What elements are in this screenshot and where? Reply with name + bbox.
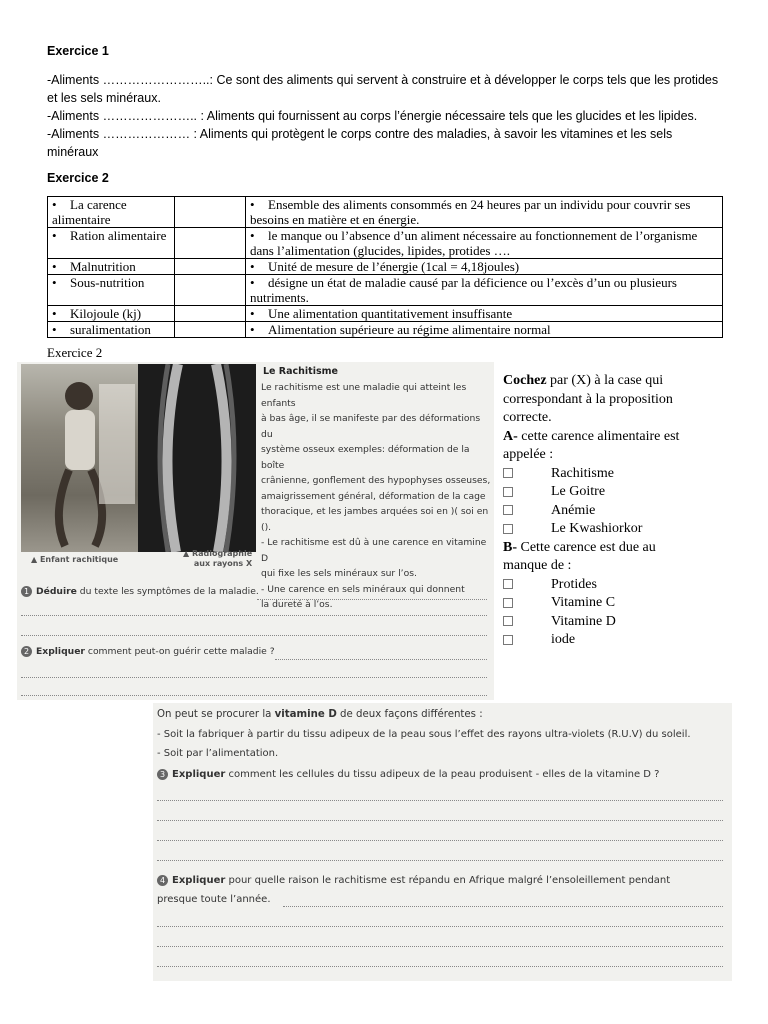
question-number-badge: 1 [21,586,32,597]
question-b-text: manque de : [503,558,572,573]
answer-blank[interactable] [175,197,246,228]
question-text: pour quelle raison le rachitisme est répandu en Afrique malgré l’ensoleillement pendant [225,875,671,886]
question-number-badge: 2 [21,646,32,657]
answer-line[interactable] [21,676,487,678]
document-line: qui fixe les sels minéraux sur l’os. [261,568,417,579]
vitamin-d-term: vitamine D [274,709,337,720]
question-a-text: appelée : [503,447,554,462]
exercise2-title: Exercice 2 [47,171,109,185]
option-b-2: Vitamine C [503,594,743,613]
answer-blank[interactable] [175,228,246,259]
answer-blank[interactable] [175,306,246,322]
term-cell: Sous-nutrition [70,275,145,290]
answer-blank[interactable] [175,259,246,275]
quiz-intro-bold: Cochez [503,373,547,388]
question-text: comment peut-on guérir cette maladie ? [84,646,275,657]
quiz-intro: correspondant à la proposition [503,391,673,407]
answer-line[interactable] [157,945,723,947]
question-text: presque toute l’année. [157,894,271,905]
answer-blank[interactable] [175,275,246,306]
term-cell: Ration alimentaire [70,228,167,243]
option-a-3: Anémie [503,502,743,521]
answer-line[interactable] [21,614,487,616]
child-figure-icon [21,364,142,552]
document-line: thoracique, et les jambes arquées soi en )( soi en (). [261,506,489,533]
answer-line[interactable] [21,634,487,636]
term-cell: Kilojoule (kj) [70,306,142,321]
table-row: • Malnutrition • Unité de mesure de l’énergie (1cal = 4,18joules) [48,259,723,275]
document-line: système osseux exemples: déformation de la boîte [261,444,470,471]
table-row: • suralimentation • Alimentation supérieure au régime alimentaire normal [48,322,723,338]
child-caption: Enfant rachitique [39,555,119,564]
exercise1-line: et les sels minéraux. [47,91,161,105]
option-a-4: Le Kwashiorkor [503,520,743,539]
rachitic-child-photo [21,364,142,552]
exercise1-title: Exercice 1 [47,44,109,58]
question-verb: Expliquer [172,875,226,886]
table-row: • Sous-nutrition • désigne un état de maladie causé par la déficience ou l’excès d’un ou plusieurs nutriments. [48,275,723,306]
question-verb: Déduire [36,586,77,597]
definition-cell: Ensemble des aliments consommés en 24 heures par un individu pour couvrir ses besoins en matière et en énergie. [250,197,691,227]
question-a-label: A- [503,428,518,444]
question-1 [21,584,259,600]
answer-line[interactable] [157,965,723,967]
document-line: amaigrissement général, déformation de la cage [261,490,486,502]
checkbox[interactable] [503,598,513,608]
exercise1-line: -Aliments ………………….. : Aliments qui fournissent au corps l’énergie nécessaire tels que les glucides et les lipides. [47,109,698,123]
checkbox[interactable] [503,616,513,626]
table-row: • Ration alimentaire • le manque ou l’absence d’un aliment nécessaire au fonctionnement de l’organisme dans l’alimentation (glucides, lipides, protides …. [48,228,723,259]
triangle-icon: ▲ [31,555,40,564]
table-row: • La carence alimentaire • Ensemble des aliments consommés en 24 heures par un individu pour couvrir ses besoins en matière et en énergie. [48,197,723,228]
checkbox[interactable] [503,468,513,478]
definition-cell: Alimentation supérieure au régime alimentaire normal [268,322,551,337]
vitamin-d-document [153,703,732,981]
exercise1-line: -Aliments ……………………..: Ce sont des aliments qui servent à construire et à développer le corps tels que les protides [47,73,719,87]
checkbox[interactable] [503,524,513,534]
checkbox[interactable] [503,635,513,645]
quiz-intro: correcte. [503,410,552,425]
question-verb: Expliquer [172,769,226,780]
definition-cell: le manque ou l’absence d’un aliment nécessaire au fonctionnement de l’organisme dans l’alimentation (glucides, lipides, protides …. [250,228,698,258]
answer-line[interactable] [157,859,723,861]
question-text: du texte les symptômes de la maladie. [76,586,259,597]
question-b-label: B- [503,539,517,555]
triangle-icon: ▲ [183,549,192,558]
question-number-badge: 3 [157,769,168,780]
definition-cell: Une alimentation quantitativement insuffisante [268,306,513,321]
answer-blank[interactable] [175,322,246,338]
checkbox[interactable] [503,505,513,515]
quiz-intro: par (X) à la case qui [546,373,664,388]
exercise3-title: Exercice 2 [47,345,103,360]
vitamin-intro: On peut se procurer la vitamine D de deux façons différentes : [157,709,483,720]
document-line: crânienne, gonflement des hypophyses osseuses, [261,475,491,486]
exercise1-item-builders [47,71,727,161]
option-a-1: Rachitisme [503,465,743,484]
question-verb: Expliquer [36,646,85,657]
answer-line[interactable] [283,905,723,907]
question-text: comment les cellules du tissu adipeux de la peau produisent - elles de la vitamine D ? [225,769,660,780]
answer-line[interactable] [157,799,723,801]
vitamin-way-2: - Soit par l’alimentation. [157,748,279,759]
checkbox[interactable] [503,579,513,589]
matching-table [47,196,723,338]
rickets-document [17,362,494,700]
table-row: • Kilojoule (kj) • Une alimentation quantitativement insuffisante [48,306,723,322]
document-line: - Le rachitisme est dû à une carence en vitamine D [261,537,487,564]
document-body [261,380,493,613]
definition-cell: désigne un état de maladie causé par la déficience ou l’excès d’un ou plusieurs nutriments. [250,275,677,305]
answer-line[interactable] [275,658,487,660]
document-line: Le rachitisme est une maladie qui atteint les enfants [261,382,467,409]
term-cell: suralimentation [70,322,151,337]
question-2 [21,644,275,660]
checkbox-quiz [503,372,743,650]
exercise1-line: -Aliments ………………… : Aliments qui protègent le corps contre des maladies, à savoir les vitamines et les sels [47,127,673,141]
answer-line[interactable] [257,598,487,600]
term-cell: Malnutrition [70,259,136,274]
xray-image [138,364,256,552]
xray-caption-2: aux rayons X [193,559,253,568]
exercise1-line: minéraux [47,145,99,159]
document-line: - Une carence en sels minéraux qui donnent [261,583,465,595]
checkbox[interactable] [503,487,513,497]
question-4 [157,873,670,889]
document-line: à bas âge, il se manifeste par des déformations du [261,413,481,440]
question-a-text: cette carence alimentaire est [517,428,680,444]
answer-line[interactable] [157,839,723,841]
answer-line[interactable] [21,694,487,696]
document-title: Le Rachitisme [263,366,338,377]
vitamin-way-1: - Soit la fabriquer à partir du tissu adipeux de la peau sous l’effet des rayons ultra-violets (R.U.V) du soleil. [157,729,691,740]
question-3 [157,767,660,783]
document-line: la dureté à l’os. [261,599,333,610]
option-a-2: Le Goitre [503,483,743,502]
option-b-3: Vitamine D [503,613,743,632]
question-b-text: Cette carence est due au [517,539,656,555]
definition-cell: Unité de mesure de l’énergie (1cal = 4,18joules) [268,259,520,274]
term-cell: La carence alimentaire [52,197,127,227]
option-b-4: iode [503,631,743,650]
option-b-1: Protides [503,576,743,595]
xray-legs-icon [138,364,256,552]
answer-line[interactable] [157,925,723,927]
xray-caption: Radiographie [191,549,253,558]
question-number-badge: 4 [157,875,168,886]
answer-line[interactable] [157,819,723,821]
